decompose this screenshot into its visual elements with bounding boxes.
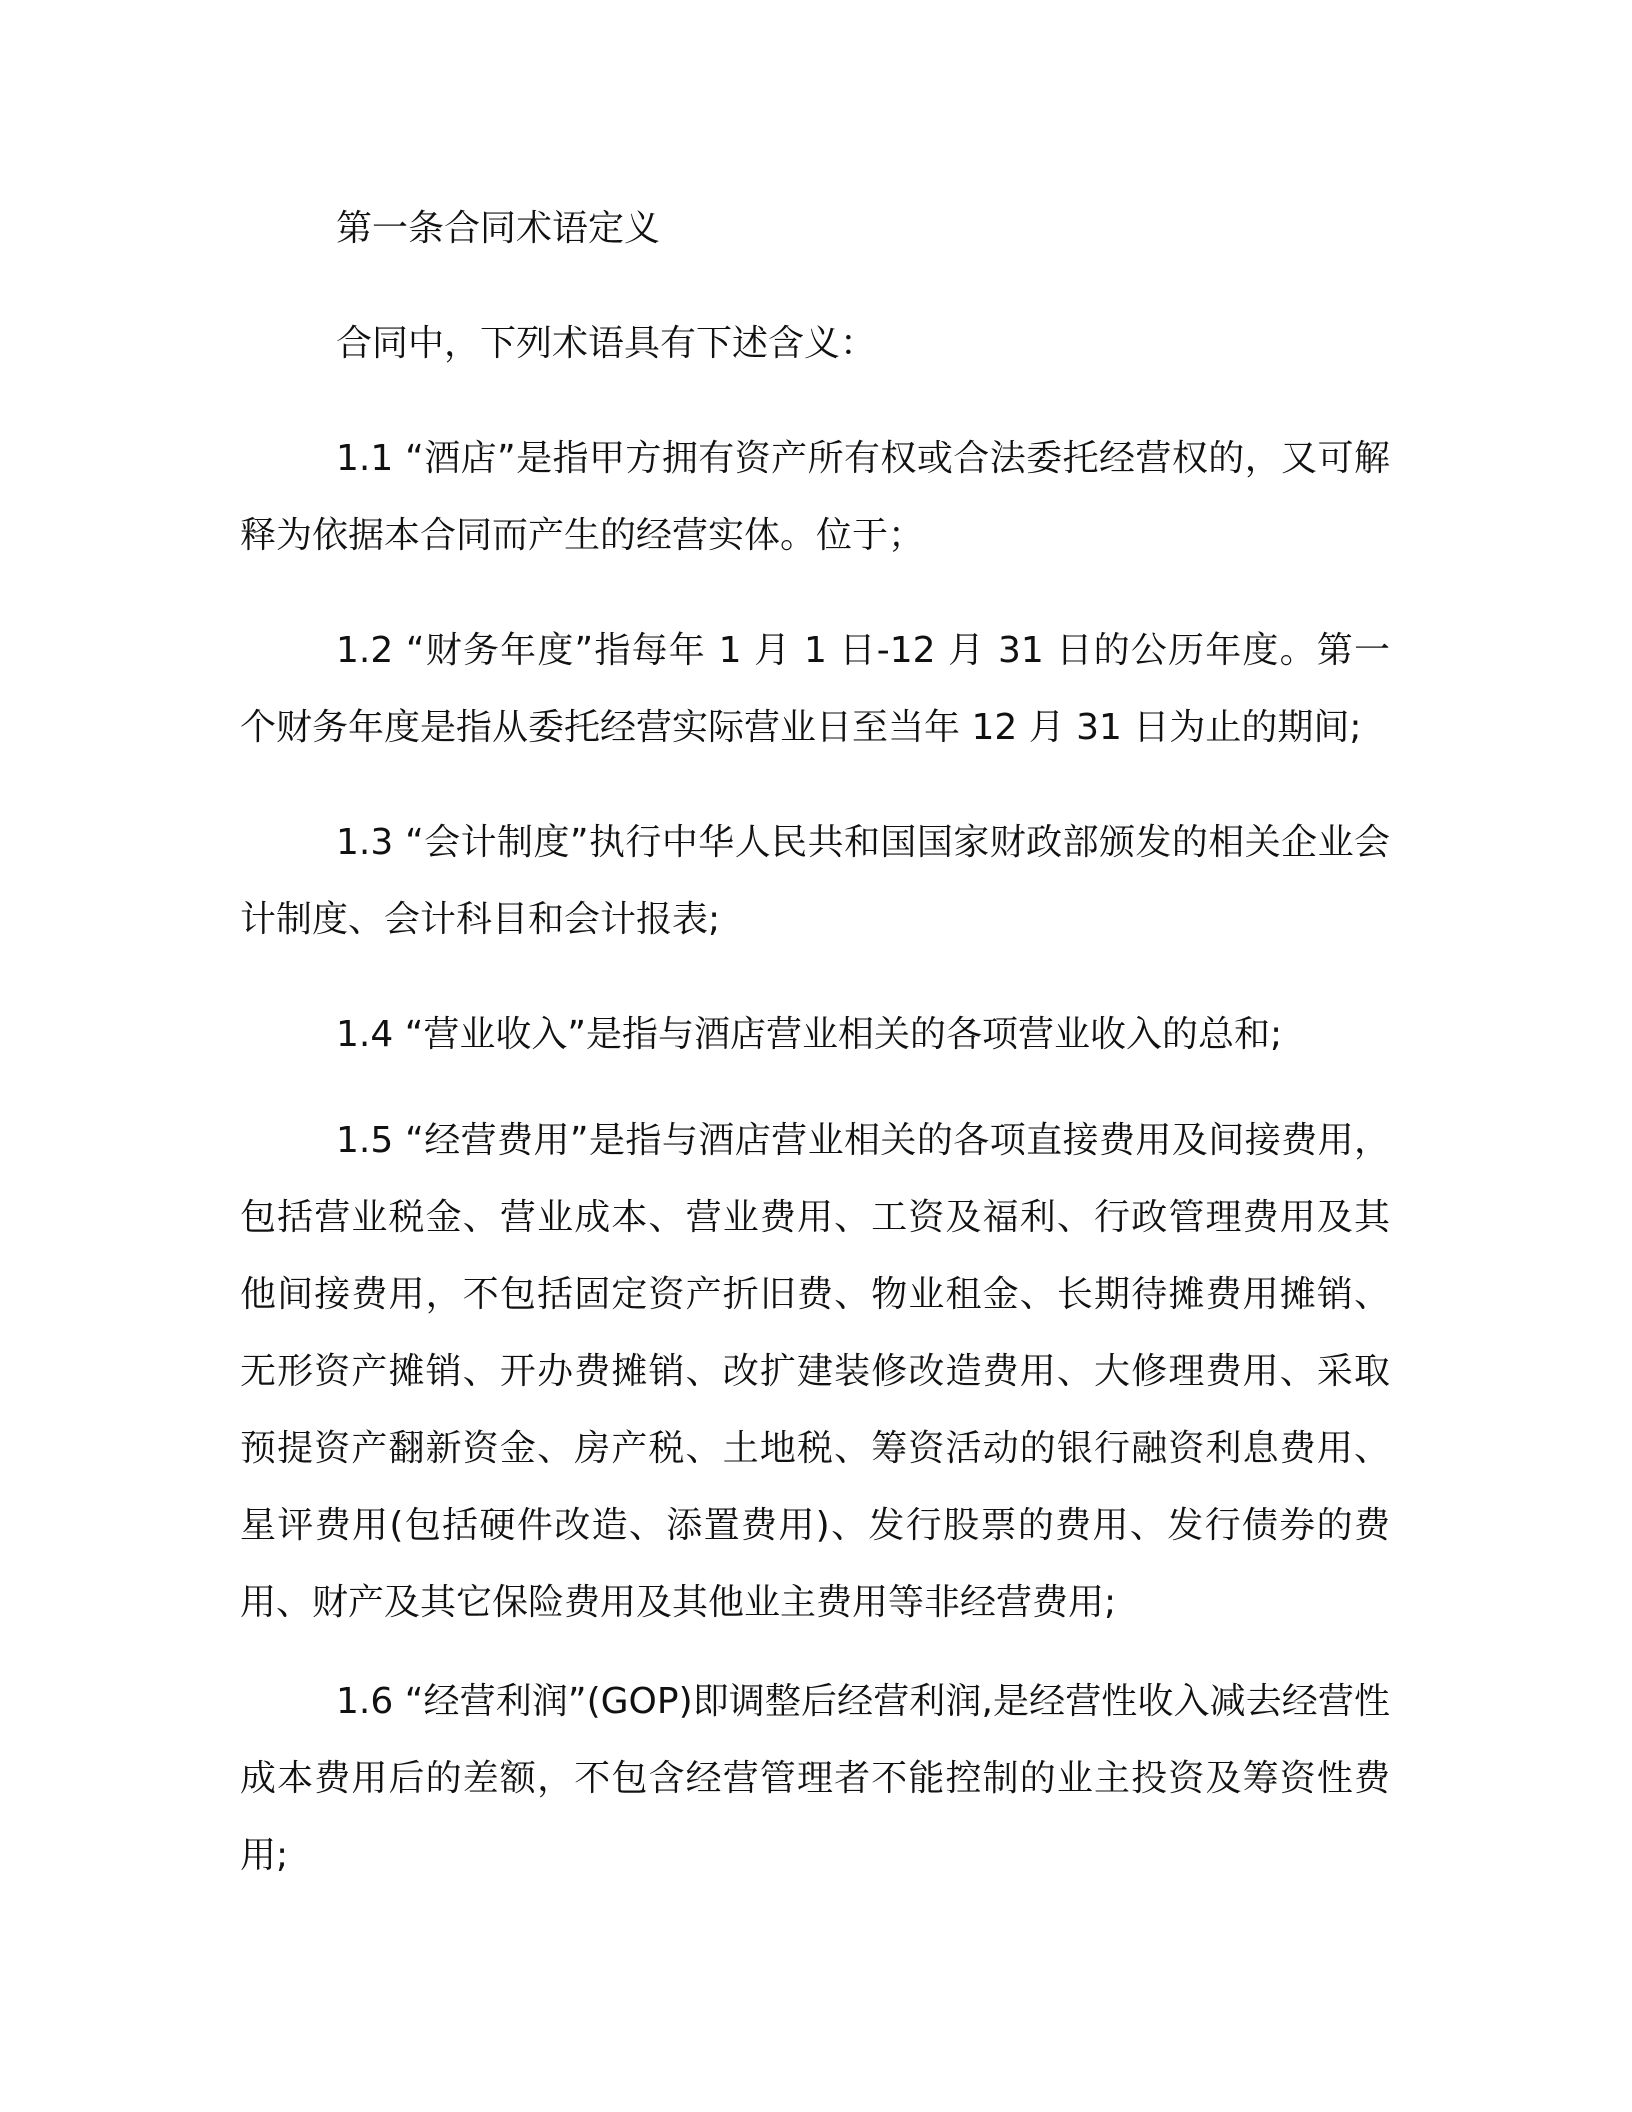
section-heading: 第一条合同术语定义 bbox=[336, 208, 661, 249]
clause-1-1: 1.1 “酒店”是指甲方拥有资产所有权或合法委托经营权的，又可解释为依据本合同而产生的经营实体。位于； bbox=[240, 438, 1390, 556]
clause-1-4: 1.4 “营业收入”是指与酒店营业相关的各项营业收入的总和; bbox=[336, 1014, 1283, 1055]
clause-1-5: 1.5 “经营费用”是指与酒店营业相关的各项直接费用及间接费用，包括营业税金、营业成本、营业费用、工资及福利、行政管理费用及其他间接费用，不包括固定资产折旧费、物业租金、长期待摊费用摊销、无形资产摊销、开办费摊销、改扩建装修改造费用、大修理费用、采取预提资产翻新资金、房产税、土地税、筹资活动的银行融资利息费用、星评费用(包括硬件改造、添置费用)、发行股票的费用、发行债券的费用、财产及其它保险费用及其他业主费用等非经营费用; bbox=[240, 1120, 1390, 1623]
clause-1-6: 1.6 “经营利润”(GOP)即调整后经营利润,是经营性收入减去经营性成本费用后的差额，不包含经营管理者不能控制的业主投资及筹资性费用; bbox=[240, 1681, 1390, 1876]
document-body bbox=[240, 190, 1390, 1894]
clause-1-3: 1.3 “会计制度”执行中华人民共和国国家财政部颁发的相关企业会计制度、会计科目和会计报表; bbox=[240, 822, 1390, 940]
clause-1-2: 1.2 “财务年度”指每年 1 月 1 日-12 月 31 日的公历年度。第一个财务年度是指从委托经营实际营业日至当年 12 月 31 日为止的期间; bbox=[240, 630, 1390, 748]
intro-paragraph: 合同中，下列术语具有下述含义： bbox=[336, 323, 877, 364]
